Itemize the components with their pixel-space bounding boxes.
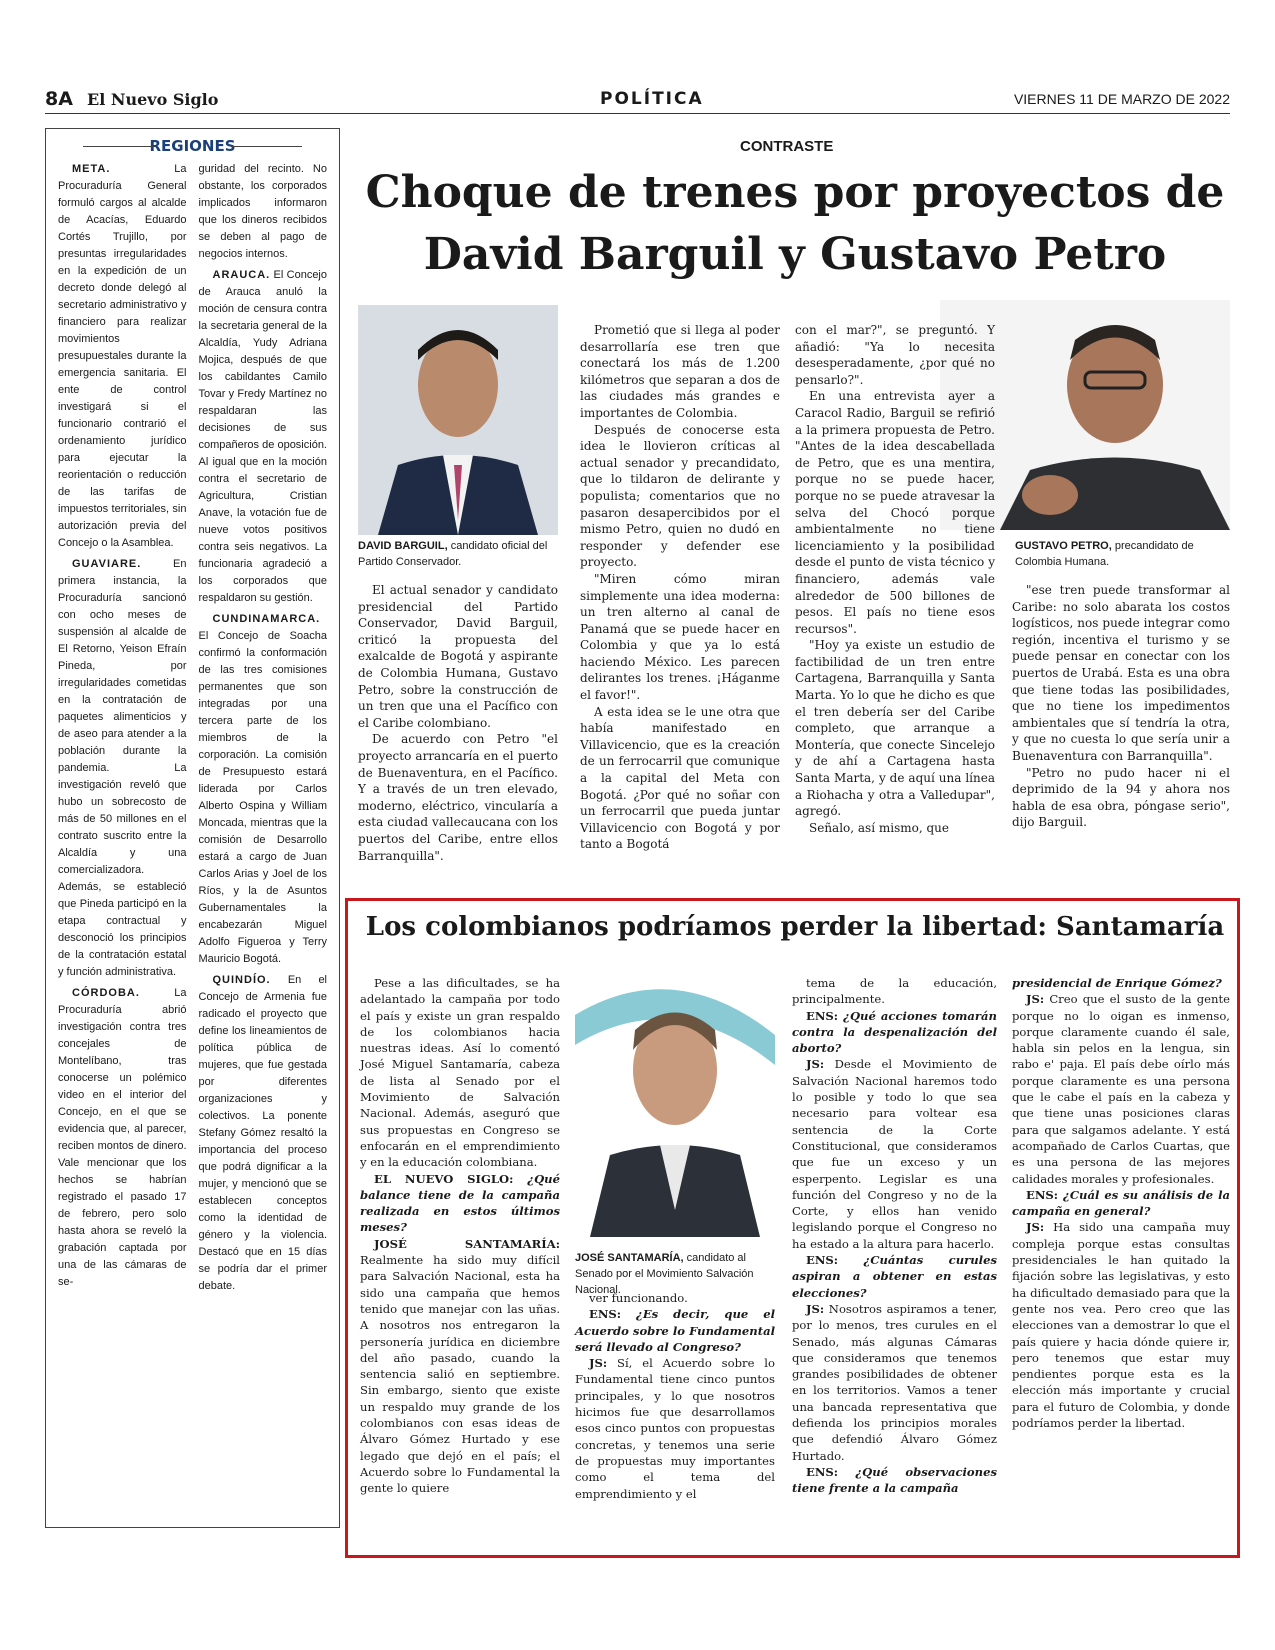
regiones-column-2 <box>199 161 328 1299</box>
interview-column-3: tema de la educación, principalmente. ENS: ¿Qué acciones tomarán contra la despenalización del aborto? JS: Desde el Movimiento de Salvación Nacional haremos todo lo posible y todo lo que sea necesario para voltear esa sentencia de la Corte Constitucional, que consideramos que fue un exceso y un esperpento. Legislar es una función del Congreso y no de la Corte, y ellos han venido legislando porque el Congreso no ha estado a la altura para hacerlo. ENS: ¿Cuántas curules aspiran a obtener en estas elecciones? JS: Nosotros aspiramos a tener, por lo menos, tres curules en el Senado, más algunas Cámaras que consideramos que tenemos grandes posibilidades de obtener en los territorios. Vamos a tener una bancada representativa que defienda los principios morales que defendió Álvaro Gómez Hurtado. ENS: ¿Qué observaciones tiene frente a la campaña <box>792 976 998 1496</box>
interview-column-4 <box>1012 975 1230 1431</box>
barguil-caption: DAVID BARGUIL, candidato oficial del Partido Conservador. <box>358 540 548 568</box>
issue-date: VIERNES 11 DE MARZO DE 2022 <box>1013 91 1230 107</box>
answer: JS: Nosotros aspiramos a tener, por lo menos, tres curules en el Senado, más algunas Cámaras que consideramos que tenemos grandes posibilidades de obtener en los territorios. Vamos a tener una bancada representativa que defienda los principios morales que defendió Álvaro Gómez Hurtado. <box>792 1301 998 1463</box>
answer: JS: Sí, el Acuerdo sobre lo Fundamental tiene cinco puntos principales, y lo que nosotros hicimos fue que desarrollamos esos cinco puntos con propuestas concretas, y tenemos una serie de propuestas muy importantes como el tema del emprendimiento y el <box>575 1356 775 1501</box>
santamaria-caption: JOSÉ SANTAMARÍA, candidato al Senado por el Movimiento Salvación Nacional. <box>575 1252 754 1296</box>
article-column-2: Prometió que si llega al poder desarrollaría ese tren que conectará los más de 1.200 kilómetros que separan a dos de las ciudades más grandes e importantes de Colombia. Después de conocerse esta idea le llovieron críticas al actual senador y precandidato, que lo tildaron de delirante y populista; comentarios que no pasaron desapercibidos por el mismo Petro, quien no dudó en responder y defender ese proyecto. "Miren cómo miran simplemente una idea moderna: un tren alterno al canal de Panamá que se puede hacer en Colombia y que ya lo está haciendo México. Les parecen delirantes los trenes. ¡Háganme el favor!". A esta idea se le une otra que había manifestado en Villavicencio, que es la creación de un ferrocarril que comunique a la capital del Meta con Bogotá. ¿Por qué no soñar con un ferrocarril que pueda juntar Villavicencio con Bogotá y por tanto a Bogotá <box>580 323 780 852</box>
answer: JS: Ha sido una campaña muy compleja porque estas consultas presidenciales le han quitado la fijación sobre las legislativas, y esto ha dificultado demasiado para que la gente nos vea. Pero creo que las elecciones van a demostrar lo que el país quiere y hacia dónde quiere ir, pero tenemos que estar muy pendientes porque esta es la elección más importante y crucial para el futuro de Colombia, y donde podríamos perder la libertad. <box>1012 1220 1231 1431</box>
question: presidencial de Enrique Gómez? <box>1012 976 1222 990</box>
region-item: ARAUCA. El Concejo de Arauca anuló la moción de censura contra la secretaria general de la Alcaldía, Yudy Adriana Mojica, después de que los cabildantes Camilo Tovar y Fredy Martínez no respaldaran las decisiones de sus compañeros de oposición. Al igual que en la moción contra el secretario de Agricultura, Cristian Anave, la votación fue de nueve votos positivos contra seis negativos. La funcionaria agradeció a los corporados que respaldaron su gestión. <box>198 269 327 604</box>
region-item: GUAVIARE. En primera instancia, la Procuraduría sancionó con ocho meses de suspensión al alcalde de El Retorno, Yeison Efraín Pineda, por irregularidades cometidas en la contratación de paquetes alimenticios y de aseo para atender a la población durante la pandemia. La investigación reveló que hubo un sobrecosto de más de 50 millones en el contrato suscrito entre la Alcaldía y una comercializadora. Además, se estableció que Pineda participó en la etapa contractual y desconoció los principios de la contratación estatal y función administrativa. <box>58 558 187 978</box>
interview-headline: Los colombianos podríamos perder la libertad: Santamaría <box>365 912 1225 942</box>
answer: JOSÉ SANTAMARÍA: Realmente ha sido muy difícil para Salvación Nacional, esta ha sido una campaña que hemos tenido que manejar con las uñas. A nosotros nos entregaron la personería jurídica en diciembre del año pasado, cuando la sentencia salió en septiembre. Sin embargo, siento que existe un respaldo muy grande de los colombianos con esas ideas de Álvaro Gómez Hurtado y ese legado que dejó en el país; el Acuerdo sobre lo Fundamental la gente lo quiere <box>360 1236 560 1496</box>
interview-column-1: Pese a las dificultades, se ha adelantado la campaña por todo el país y existe un gran respaldo de los colombianos hacia nuestras ideas. Así lo comentó José Miguel Santamaría, cabeza de lista al Senado por el Movimiento de Salvación Nacional. Además, aseguró que sus propuestas en Congreso se enfocarán en el emprendimiento y en la educación colombiana. EL NUEVO SIGLO: ¿Qué balance tiene de la campaña realizada en estos últimos meses? JOSÉ SANTAMARÍA: Realmente ha sido muy difícil para Salvación Nacional, esta ha sido una campaña que hemos tenido que manejar con las uñas. A nosotros nos entregaron la personería jurídica en diciembre del año pasado, cuando la sentencia salió en septiembre. Sin embargo, siento que existe un respaldo muy grande de los colombianos con esas ideas de Álvaro Gómez Hurtado y ese legado que dejó en el país; el Acuerdo sobre lo Fundamental la gente lo quiere <box>360 976 560 1496</box>
question: ENS: ¿Qué observaciones tiene frente a la campaña <box>792 1464 997 1496</box>
santamaria-photo <box>575 975 775 1237</box>
question: ENS: ¿Es decir, que el Acuerdo sobre lo Fundamental será llevado al Congreso? <box>575 1307 775 1354</box>
article-column-3: con el mar?", se preguntó. Y añadió: "Ya lo necesita desesperadamente, ¿por qué no pensarlo?". En una entrevista ayer a Caracol Radio, Barguil se refirió a la primera propuesta de Petro. "Antes de la idea descabellada de Petro, que es una mentira, porque no se puede hacer, porque no se puede atravesar la selva del Chocó porque ambientalmente no tiene licenciamiento y la posibilidad desde el punto de vista técnico y financiero, además vale alrededor de 500 billones de pesos. El país no tiene esos recursos". "Hoy ya existe un estudio de factibilidad de un tren entre Cartagena, Barranquilla y Santa Marta. Yo lo que he dicho es que el tren debería ser del Caribe completo, que arranque a Montería, que conecte Sincelejo y de ahí a Cartagena hasta Santa Marta, y de aquí una línea a Riohacha y otra a Valledupar", agregó. Señalo, así mismo, que <box>795 323 995 835</box>
question: ENS: ¿Qué acciones tomarán contra la despenalización del aborto? <box>792 1008 997 1056</box>
region-item: META. La Procuraduría General formuló cargos al alcalde de Acacías, Eduardo Cortés Trujillo, por presuntas irregularidades en la expedición de un decreto donde delegó al secretario administrativo y financiero para realizar movimientos presupuestales durante la emergencia sanitaria. El ente de control investigará si el funcionario contrarió el ordenamiento jurídico para ejecutar la reorientación o reducción de las tarifas de impuestos territoriales, sin autorización previa del Concejo o la Asamblea. <box>58 163 187 549</box>
region-item: CÓRDOBA. La Procuraduría abrió investigación contra tres concejales de Montelíbano, tras conocerse un polémico video en el interior del Concejo, en el que se evidencia que, al parecer, reciben montos de dinero. Vale mencionar que los hechos se habrían registrado el pasado 17 de febrero, pero solo hasta ahora se reveló la grabación captada por una de las cámaras de se- <box>58 987 187 1288</box>
regiones-sidebar <box>45 128 340 1528</box>
interview-column-2: ver funcionando. ENS: ¿Es decir, que el Acuerdo sobre lo Fundamental será llevado al Congreso? JS: Sí, el Acuerdo sobre lo Fundamental tiene cinco puntos principales, y lo que nosotros hicimos fue que desarrollamos esos cinco puntos con propuestas concretas, y tenemos una serie de propuestas muy importantes como el tema del emprendimiento y el <box>575 1291 775 1501</box>
barguil-photo <box>358 305 558 535</box>
answer: JS: Desde el Movimiento de Salvación Nacional haremos todo lo posible y todo lo que sea necesario para voltear esa sentencia de la Corte Constitucional, que consideramos que fue un exceso y un esperpento. Legislar es una función del Congreso y no de la Corte, y ellos han venido legislando porque el Congreso no ha estado a la altura para hacerlo. <box>792 1057 998 1251</box>
article-headline: Choque de trenes por proyectos de David Barguil y Gustavo Petro <box>365 167 1225 280</box>
region-item: CUNDINAMARCA. El Concejo de Soacha confirmó la conformación de las tres comisiones permanentes que son integradas por una tercera parte de los miembros de la corporación. La comisión de Presupuesto estará liderada por Carlos Alberto Ospina y William Moncada, mientras que la comisión de Desarrollo estará a cargo de Juan Carlos Arias y Joel de los Ríos, y la de Asuntos Gubernamentales la encabezarán Miguel Adolfo Figueroa y Terry Mauricio Bogotá. <box>198 613 327 965</box>
page-header <box>45 88 1230 114</box>
region-item: QUINDÍO. En el Concejo de Armenia fue radicado el proyecto que define los lineamientos de política pública de mujeres, que fue gestada por diferentes organizaciones y colectivos. La ponente Stefany Gómez resaltó la importancia del proceso que podrá dignificar a la mujer, y mencionó que se establecen conceptos como la identidad de género y la violencia. Destacó que en 15 días se podría dar el primer debate. <box>198 974 328 1292</box>
page-number: 8A <box>45 88 73 110</box>
regiones-title: REGIONES <box>58 137 327 155</box>
petro-caption: GUSTAVO PETRO, precandidato de Colombia Humana. <box>1015 540 1194 568</box>
question: ENS: ¿Cuál es su análisis de la campaña en general? <box>1012 1187 1230 1219</box>
masthead-logo: El Nuevo Siglo <box>87 90 219 109</box>
section-title: POLÍTICA <box>600 89 704 109</box>
question: EL NUEVO SIGLO: ¿Qué balance tiene de la campaña realizada en estos últimos meses? <box>360 1171 560 1235</box>
question: ENS: ¿Cuántas curules aspiran a obtener en estas elecciones? <box>792 1253 997 1300</box>
regiones-column-1 <box>58 161 187 1299</box>
answer: JS: Creo que el susto de la gente porque no lo oigan es inmenso, porque claramente cuando él sale, habla sin pelos en la lengua, sin rabo e' paja. El país debe oírlo más porque claramente es una persona que le cabe el país en la cabeza y que tiene unas posiciones claras para que salgamos adelante. Y está acompañado de Carlos Cuartas, que es una persona de las mejores calidades morales y profesionales. <box>1012 992 1231 1186</box>
article-column-4: "ese tren puede transformar al Caribe: no solo abarata los costos logísticos, nos puede integrar como región, incentiva el turismo y se puede pensar en conectar con los puertos de Urabá. Esta es una obra que tiene todas las posibilidades, que no tiene los impedimentos ambientales que sí tendría la otra, y que no cuesta lo que sería unir a Buenaventura con Barranquilla". "Petro no pudo hacer ni el deprimido de la 94 y ahora nos habla de esa obra, póngase serio", dijo Barguil. <box>1012 583 1230 830</box>
article-column-1: El actual senador y candidato presidencial del Partido Conservador, David Barguil, criticó la propuesta del exalcalde de Bogotá y aspirante de Colombia Humana, Gustavo Petro, sobre la construcción de un tren que una el Pacífico con el Caribe colombiano. De acuerdo con Petro "el proyecto arrancaría en el puerto de Buenaventura, en el Pacífico. Y a través de un tren elevado, moderno, eléctrico, vincularía a esta ciudad vallecaucana con los puertos del Caribe, entre ellos Barranquilla". <box>358 583 558 863</box>
article-kicker: CONTRASTE <box>740 138 834 155</box>
region-item: guridad del recinto. No obstante, los corporados implicados informaron que los dineros recibidos se deben al pago de negocios internos. <box>198 163 327 260</box>
